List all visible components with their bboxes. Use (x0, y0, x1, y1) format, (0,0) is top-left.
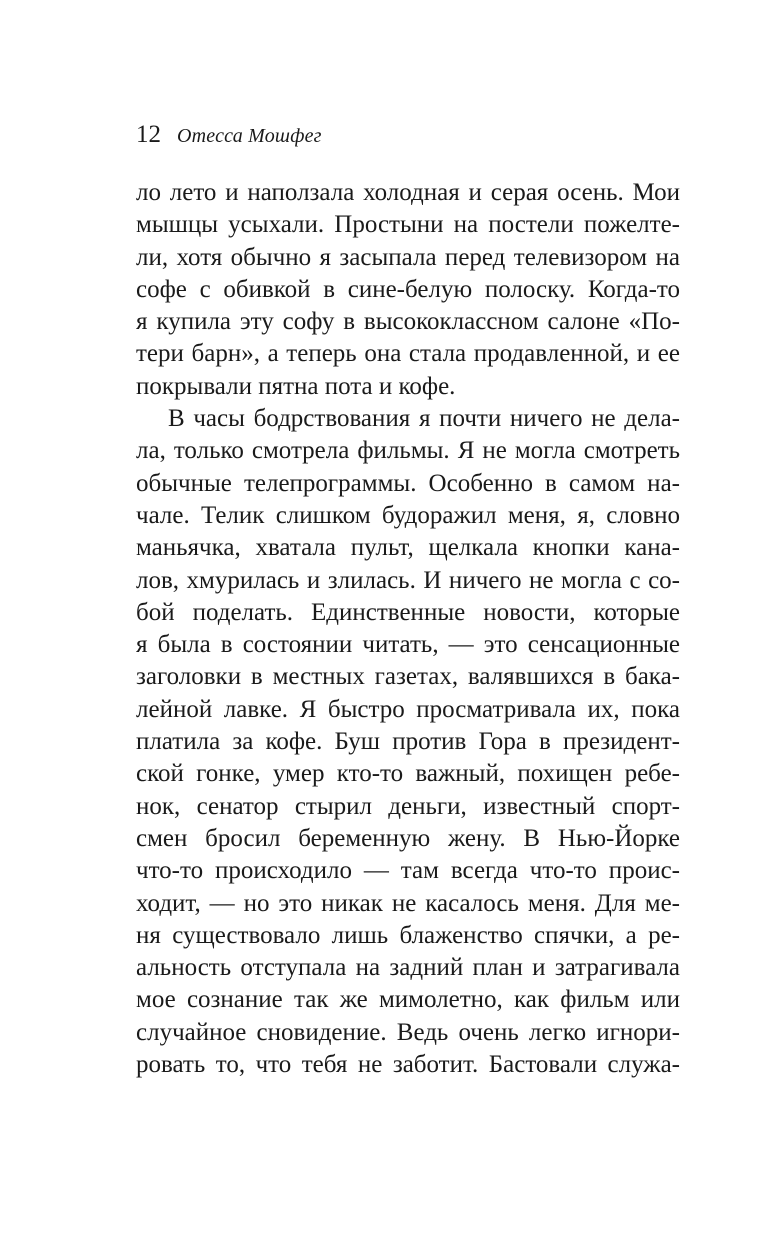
paragraph-2 (136, 403, 680, 1081)
text-line: я купила эту софу в высококлассном салоне «По- (136, 308, 680, 336)
text-line: ской гонке, умер кто-то важный, похищен ребе- (136, 760, 680, 788)
text-line: лейной лавке. Я быстро просматривала их, пока (136, 695, 680, 723)
text-line: что-то происходило — там всегда что-то проис- (136, 857, 680, 885)
text-line: мышцы усыхали. Простыни на постели пожелте- (136, 211, 680, 239)
text-line: я была в состоянии читать, — это сенсационные (136, 631, 680, 659)
text-line: ла, только смотрела фильмы. Я не могла смотреть (136, 437, 680, 465)
text-line: случайное сновидение. Ведь очень легко игнори- (136, 1018, 680, 1046)
text-line: чале. Телик слишком будоражил меня, я, словно (136, 501, 680, 529)
text-line: заголовки в местных газетах, валявшихся в бака- (136, 663, 680, 691)
text-line: платила за кофе. Буш против Гора в президент- (136, 728, 680, 756)
text-line: софе с обивкой в сине-белую полоску. Когда-то (136, 275, 680, 303)
text-line: ли, хотя обычно я засыпала перед телевизором на (136, 243, 680, 271)
text-line: ло лето и наползала холодная и серая осень. Мои (136, 179, 680, 206)
text-line: тери барн», а теперь она стала продавленной, и ее (136, 340, 680, 368)
text-line: ровать то, что тебя не заботит. Бастовали служа- (136, 1051, 680, 1079)
paragraph-1 (136, 177, 680, 403)
body-text (136, 177, 680, 1081)
running-title: Отесса Мошфег (177, 125, 322, 147)
text-line: нок, сенатор стырил деньги, известный спорт- (136, 792, 680, 820)
page-number: 12 (136, 121, 161, 148)
running-head (136, 118, 322, 152)
text-line: В часы бодрствования я почти ничего не дела- (168, 405, 680, 433)
text-line: смен бросил беременную жену. В Нью-Йорке (136, 824, 680, 852)
text-line: бой поделать. Единственные новости, которые (136, 598, 680, 626)
text-line: ня существовало лишь блаженство спячки, а ре- (136, 921, 680, 949)
text-line: обычные телепрограммы. Особенно в самом на- (136, 469, 680, 497)
text-line: мое сознание так же мимолетно, как фильм или (136, 986, 680, 1014)
text-line: альность отступала на задний план и затрагивала (136, 954, 680, 982)
text-line: покрывали пятна пота и кофе. (136, 372, 456, 400)
text-line: ходит, — но это никак не касалось меня. Для ме- (136, 889, 680, 917)
text-line: лов, хмурилась и злилась. И ничего не могла с со- (136, 566, 680, 594)
text-line: маньячка, хватала пульт, щелкала кнопки кана- (136, 534, 680, 562)
